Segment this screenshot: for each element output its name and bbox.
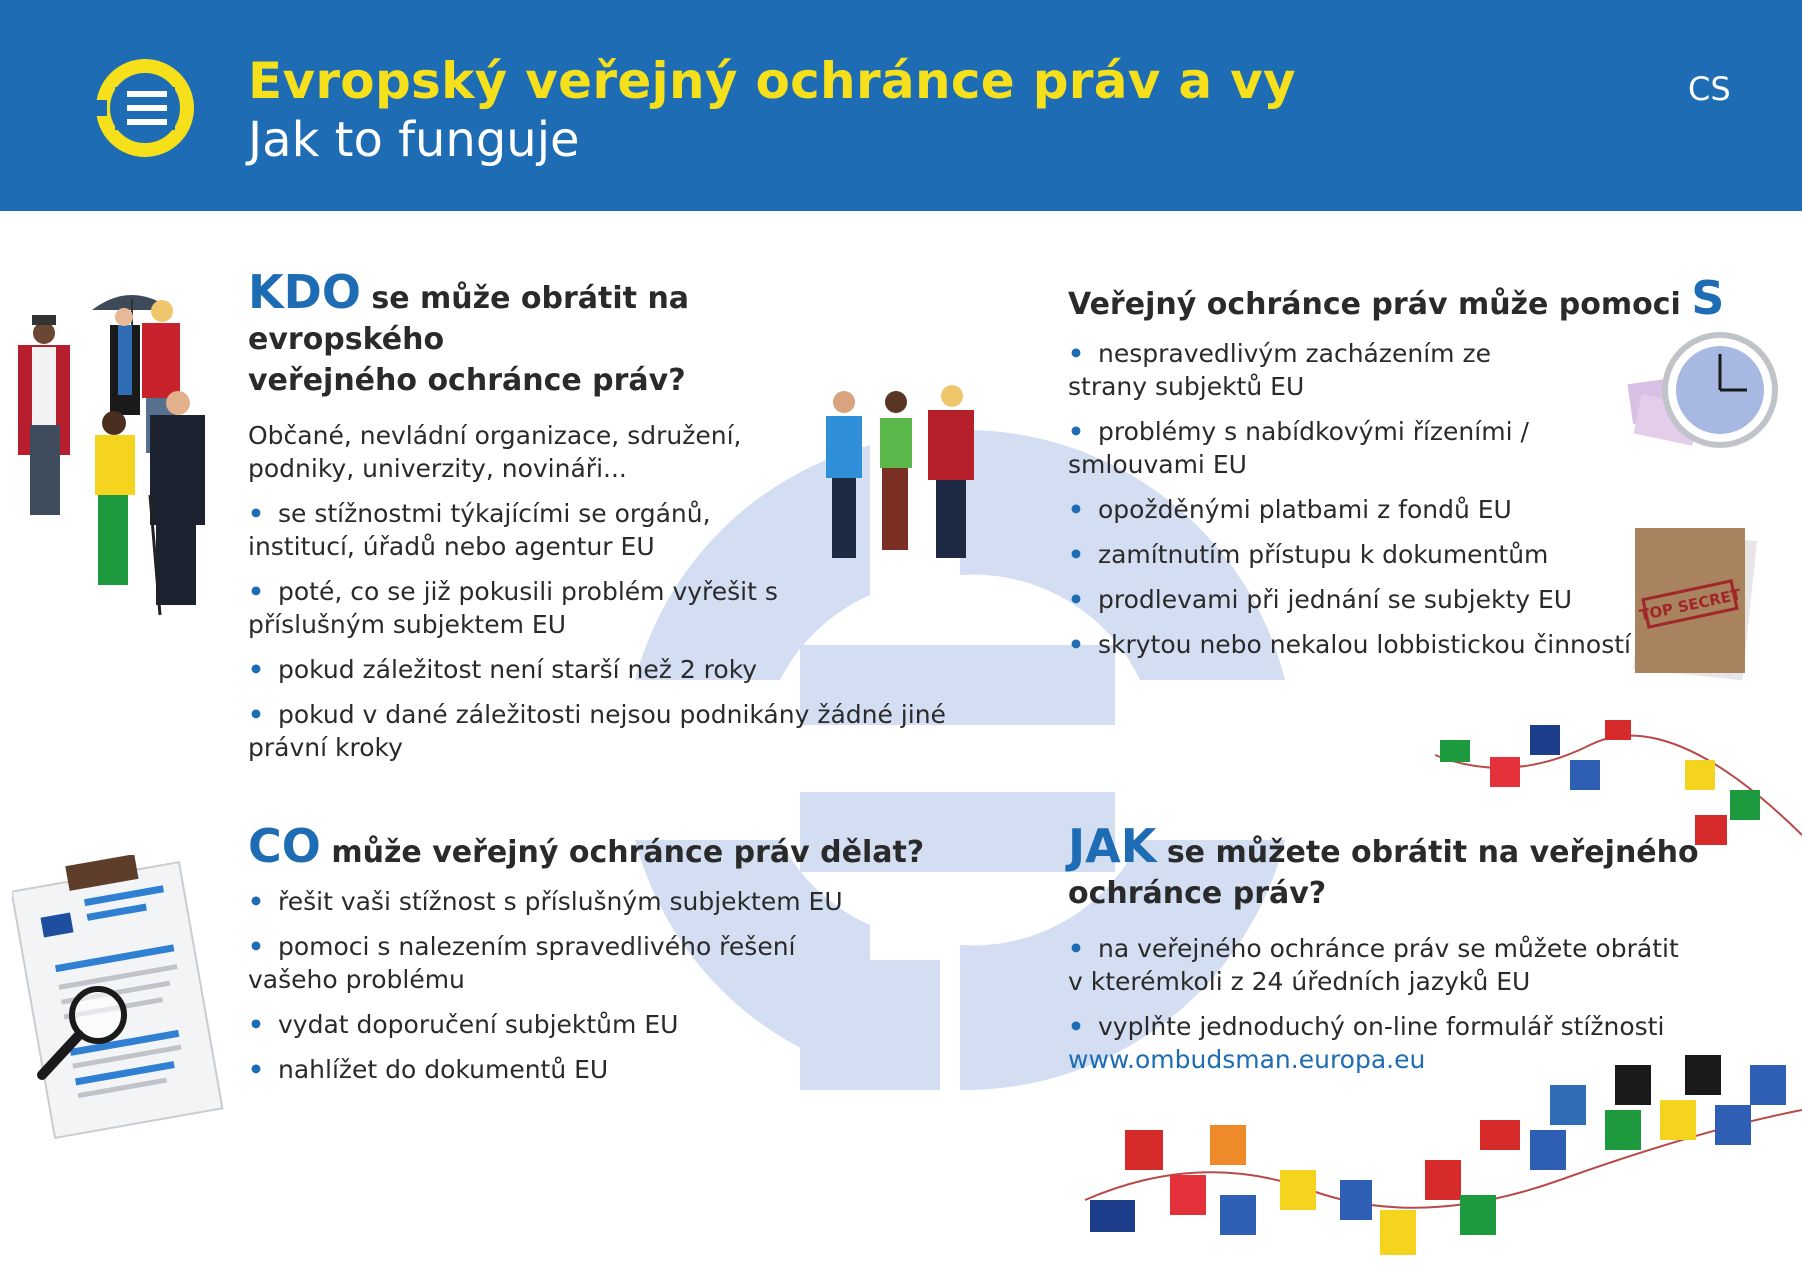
section-with [1068,271,1728,661]
list-item: • opožděnými platbami z fondů EU [1068,493,1628,526]
who-heading-rest: se může obrátit na evropského [248,281,690,357]
who-keyword: KDO [248,265,361,319]
list-item: • nespravedlivým zacházením ze strany subjektů EU [1068,337,1568,403]
list-item: • poté, co se již pokusili problém vyřešit s příslušným subjektem EU [248,575,808,641]
ombudsman-logo-icon [95,58,195,158]
with-keyword: S [1691,271,1725,325]
list-item: • vydat doporučení subjektům EU [248,1008,908,1041]
how-list [1068,932,1708,1043]
what-heading [248,819,948,873]
page-title: Evropský veřejný ochránce práv a vy [248,52,1296,110]
who-intro: Občané, nevládní organizace, sdružení, podniky, univerzity, novináři... [248,421,742,483]
what-list [248,885,908,1086]
list-item: • nahlížet do dokumentů EU [248,1053,908,1086]
section-what [248,819,948,1086]
website-link[interactable]: www.ombudsman.europa.eu [1068,1045,1426,1074]
document-magnifier-illustration-icon [12,855,242,1155]
people-group-illustration-icon [10,285,230,630]
what-heading-rest: může veřejný ochránce práv dělat? [331,835,925,870]
header-banner [0,0,1802,211]
how-heading-line2: ochránce práv? [1068,876,1327,911]
list-item: • vyplňte jednoduchý on-line formulář stížnosti [1068,1010,1708,1043]
page-subtitle: Jak to funguje [248,112,580,168]
language-code: CS [1688,70,1731,108]
with-heading-rest: Veřejný ochránce práv může pomoci [1068,287,1681,322]
who-list [248,497,946,764]
list-item: • problémy s nabídkovými řízeními / smlouvami EU [1068,415,1558,481]
list-item: • se stížnostmi týkajícími se orgánů, institucí, úřadů nebo agentur EU [248,497,818,563]
list-item: • pomoci s nalezením spravedlivého řešení vašeho problému [248,930,888,996]
who-heading [248,265,848,401]
list-item: • skrytou nebo nekalou lobbistickou činností [1068,628,1668,661]
with-list [1068,337,1631,661]
list-item: • zamítnutím přístupu k dokumentům [1068,538,1628,571]
who-heading-line2: veřejného ochránce práv? [248,363,686,398]
list-item: • pokud v dané záležitosti nejsou podnikány žádné jiné právní kroky [248,698,948,764]
section-how [1068,819,1728,1076]
how-keyword: JAK [1068,819,1157,873]
top-secret-stamp: TOP SECRET [1637,585,1743,625]
list-item: • pokud záležitost není starší než 2 roky [248,653,818,686]
list-item: • na veřejného ochránce práv se můžete obrátit v kterémkoli z 24 úředních jazyků EU [1068,932,1698,998]
how-heading [1068,819,1728,914]
with-heading [1068,271,1728,325]
how-heading-rest: se můžete obrátit na veřejného [1166,835,1699,870]
section-who [248,265,946,764]
list-item: • prodlevami při jednání se subjekty EU [1068,583,1628,616]
flags-garland-bottom-icon [1080,1050,1802,1273]
what-keyword: CO [248,819,321,873]
list-item: • řešit vaši stížnost s příslušným subjektem EU [248,885,908,918]
